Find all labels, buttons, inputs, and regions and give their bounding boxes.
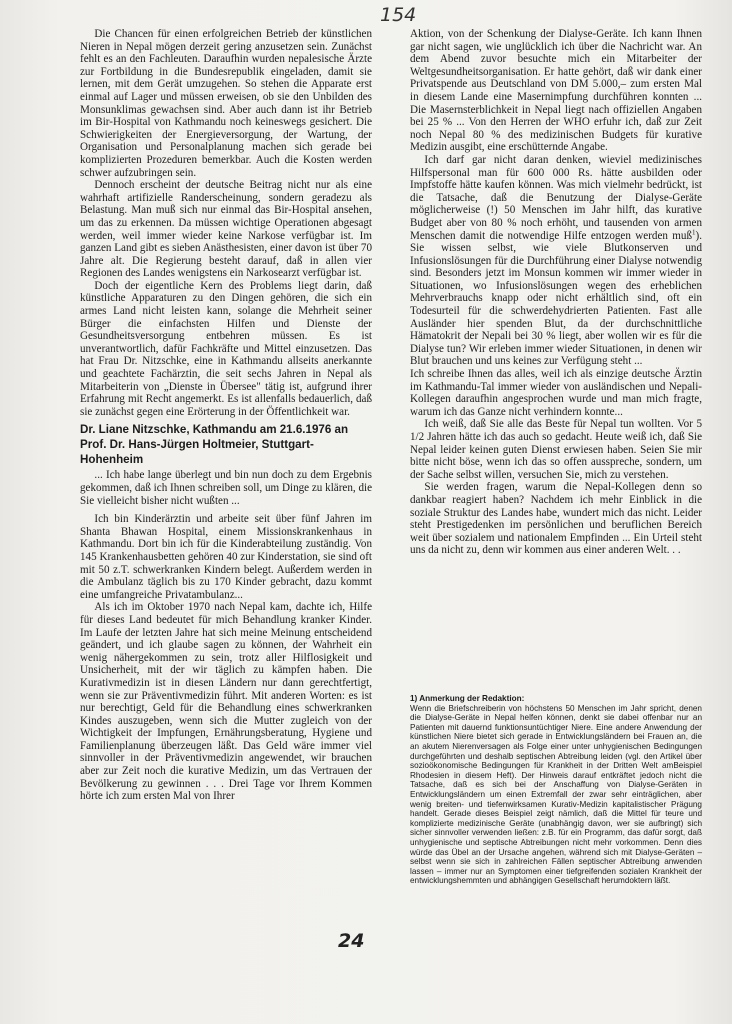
paragraph: Sie werden fragen, warum die Nepal-Kollegen denn so dankbar reagiert haben? Nachdem ich mehr Einblick in die soziale Struktur des Landes habe, wundert mich das nicht. Leider steht Prestigedenken im persönlichen und beruflichen Bereich weit über sozialem und nationalem Empfinden ... Ein Urteil steht uns da nicht zu, denn wir kommen aus einer anderen Welt. . . [410, 481, 702, 557]
folio-number: 154 [380, 4, 417, 26]
footnote-marker: 1 [692, 227, 696, 236]
paragraph: Dennoch erscheint der deutsche Beitrag nicht nur als eine wahrhaft artifizielle Randerscheinung, sondern geradezu als Belastung. Man muß sich nur einmal das Bir-Hospital ansehen, um das zu erkennen. Da müssen wichtige Operationen abgesagt werden, weil immer wieder keine Narkose verfügbar ist. Im ganzen Land gibt es sieben Anästhesisten, einer davon ist über 70 Jahre alt. Die Regierung besteht darauf, daß in allen vier Regionen des Landes wenigstens ein Narkosearzt verfügbar ist. [80, 179, 372, 280]
paragraph-text: Ich darf gar nicht daran denken, wieviel medizinisches Hilfspersonal man für 600 000 Rs. hätte ausbilden oder Impfstoffe hätte kaufen können. Was mich vielmehr bedrückt, ist die Tatsache, daß die Benutzung der Dialyse-Geräte möglicherweise (!) 50 Menschen im Jahr hilft, das kurative Budget aber von 80 % noch erhöht, und tausenden von armen Menschen damit die notwendige Hilfe entzogen werden muß [410, 153, 702, 242]
paragraph: Ich weiß, daß Sie alle das Beste für Nepal tun wollten. Vor 5 1/2 Jahren hätte ich das auch so gedacht. Heute weiß ich, daß Sie Nepal leider keinen guten Dienst erwiesen haben. Seien Sie mir bitte nicht böse, wenn ich das so offen ausspreche, sondern, um der Sache selbst willen, versuchen Sie, mich zu verstehen. [410, 418, 702, 481]
paragraph: Aktion, von der Schenkung der Dialyse-Geräte. Ich kann Ihnen gar nicht sagen, wie unglücklich ich über die Nachricht war. An dem Abend zuvor besuchte mich ein Mitarbeiter der Weltgesundheitsorganisation. Er hatte gehört, daß wir dank einer Privatspende aus Deutschland von DM 5.000,– zum ersten Mal in diesem Lande eine Masernimpfung durchführen konnten ... Die Masernsterblichkeit in Nepal liegt nach offiziellen Angaben bei 25 % ... Von den Herren der WHO erfuhr ich, daß zur Zeit noch Nepal 80 % des medizinischen Budgets für kurative Medizin ausgibt, eine erschütternde Angabe. [410, 28, 702, 154]
paragraph [410, 154, 702, 368]
paragraph: ... Ich habe lange überlegt und bin nun doch zu dem Ergebnis gekommen, daß ich Ihnen schreiben soll, um Dinge zu klären, die Sie vielleicht bisher nicht wußten ... [80, 469, 372, 507]
paragraph: Doch der eigentliche Kern des Problems liegt darin, daß künstliche Apparaturen zu den Dingen gehören, die sich ein armes Land nicht leisten kann, solange die Mehrheit seiner Bürger die einfachsten Hilfen und Dienste der Gesundheitsversorgung entbehren müssen. Es ist unverantwortlich, dafür Fachkräfte und Mittel einzusetzen. Das hat Frau Dr. Nitzschke, eine in Kathmandu allseits anerkannte und geachtete Fachärztin, die seit sechs Jahren in Nepal als Mitarbeiterin von „Dienste in Übersee" tätig ist, aufgrund ihrer Erfahrung mit Recht angemerkt. Es ist allenfalls bedauerlich, daß sie zunächst gegen eine Erörterung in der Öffentlichkeit war. [80, 279, 372, 418]
paragraph: Als ich im Oktober 1970 nach Nepal kam, dachte ich, Hilfe für dieses Land bedeutet für mich Behandlung kranker Kinder. Im Laufe der letzten Jahre hat sich meine Meinung entscheidend geändert, und ich glaube sagen zu können, der Wahrheit ein wenig nähergekommen zu sein, trotz aller Hilflosigkeit und Unsicherheit, mit der wir täglich zu kämpfen haben. Die Kurativmedizin ist in diesen Ländern nur dann gerechtfertigt, wenn sie zur Präventivmedizin führt. Mit anderen Worten: es ist nur berechtigt, Geld für die Behandlung eines schwerkranken Kindes auszugeben, wenn sich die Mutter zugleich von der Wichtigkeit der Impfungen, Ernährungsberatung, Hygiene und Familienplanung überzeugen läßt. Das Geld wäre immer viel sinnvoller in der Präventivmedizin angewendet, wir brauchen aber zur Zeit noch die kurative Medizin, um das Vertrauen der Bevölkerung zu gewinnen . . . Drei Tage vor Ihrem Kommen hörte ich zum ersten Mal von Ihrer [80, 601, 372, 803]
page-number: 24 [338, 930, 365, 952]
left-column [80, 28, 372, 803]
right-column [410, 28, 702, 557]
footnote-text: Wenn die Briefschreiberin von höchstens 50 Menschen im Jahr spricht, denen die Dialyse-Geräte in Nepal helfen können, denkt sie dabei offenbar nur an Patienten mit dauernd funktionsuntüchtiger Niere. Eine andere Anwendung der künstlichen Niere bietet sich gerade in Entwicklungsländern bei Frauen an, die an akutem Nierenversagen als Folge einer unter unhygienischen Bedingungen durchgeführten und deshalb septischen Abtreibung leiden (vgl. den Artikel über sozioökonomische Bedingungen für Krankheit in der Dritten Welt amBeispiel Rhodesien in diesem Heft). Der Hinweis darauf entkräftet jedoch nicht die Tatsache, daß es sich bei der Anschaffung von Dialyse-Geräten in Entwicklungsländern um einen Extremfall der zwar sehr einträglichen, aber wenig breiten- und tiefenwirksamen Kurativ-Medizin kapitalistischer Prägung handelt. Gerade dieses Beispiel zeigt nämlich, daß die Mittel für teure und komplizierte medizinische Geräte (unabhängig davon, wer sie aufbringt) sich sicher sinnvoller verwenden ließen: z.B. für ein Programm, das dafür sorgt, daß unhygienische und septische Abtreibungen nicht mehr vorkommen. Denn dies würde das Übel an der Ursache angehen, während sich mit Dialyse-Geräten – selbst wenn sie sich in zahlreichen Fällen septischer Abtreibung anwenden lassen – immer nur an Symptomen einer tiefgreifenden sozialen Krankheit der entwicklungshemmten und abhängigen Gesellschaft herumdoktern läßt. [410, 703, 702, 886]
paragraph: Ich bin Kinderärztin und arbeite seit über fünf Jahren im Shanta Bhawan Hospital, einem Missionskrankenhaus in Kathmandu. Dort bin ich für die Kinderabteilung zuständig. Von 145 Krankenhausbetten gehören 40 zur Kinderstation, sie sind oft mit 50 z.T. schwerkranken Kindern belegt. Außerdem werden in die Ambulanz täglich bis zu 170 Kinder gebracht, dazu kommt eine umfangreiche Privatambulanz... [80, 513, 372, 601]
paragraph-text: ). Sie wissen selbst, wie viele Blutkonserven und Infusionslösungen für die Durchführung einer Dialyse notwendig sind. Besonders jetzt im Monsun kommen wir immer wieder in Situationen, wo Infusionslösungen wegen des erheblichen Mehrverbrauchs knapp oder nicht erhältlich sind, oft ein Todesurteil für die schwerdehydrierten Patienten. Fast alle Ausländer hier spenden Blut, da der durchschnittliche Hämatokrit der Nepali bei 30 % liegt, aber wollen wir es für die Dialyse tun? Wir erleben immer wieder Situationen, in denen wir Blut brauchen und uns keines zur Verfügung steht ... [410, 229, 702, 368]
paragraph: Ich schreibe Ihnen das alles, weil ich als einzige deutsche Ärztin im Kathmandu-Tal immer wieder von ausländischen und Nepali-Kollegen daraufhin angesprochen wurde und man mich fragte, warum ich das Ganze nicht verhindern konnte... [410, 368, 702, 418]
paragraph: Die Chancen für einen erfolgreichen Betrieb der künstlichen Nieren in Nepal mögen derzeit gering anzusetzen sein. Zunächst fehlt es an den Fachleuten. Daraufhin wurden nepalesische Ärzte zur Fortbildung in die Bundesrepublik eingeladen, damit sie lernen, mit dem Gerät umzugehen. So stehen die Apparate erst einmal auf Lager und müssen erweisen, ob sie den Unbilden des Monsunklimas gewachsen sind. Aber auch dann ist ihr Betrieb im Bir-Hospital von Kathmandu noch keineswegs gesichert. Die Schwierigkeiten der Energieversorgung, der Wartung, der Organisation und Personalplanung machen sich gerade bei komplizierten Prozeduren bemerkbar. Auch die Kosten werden schwer aufzubringen sein. [80, 28, 372, 179]
letter-heading: Dr. Liane Nitzschke, Kathmandu am 21.6.1976 an Prof. Dr. Hans-Jürgen Holtmeier, Stuttgart-Hohenheim [80, 423, 349, 467]
footnote-title: 1) Anmerkung der Redaktion: [410, 694, 525, 703]
editorial-footnote [410, 694, 702, 886]
